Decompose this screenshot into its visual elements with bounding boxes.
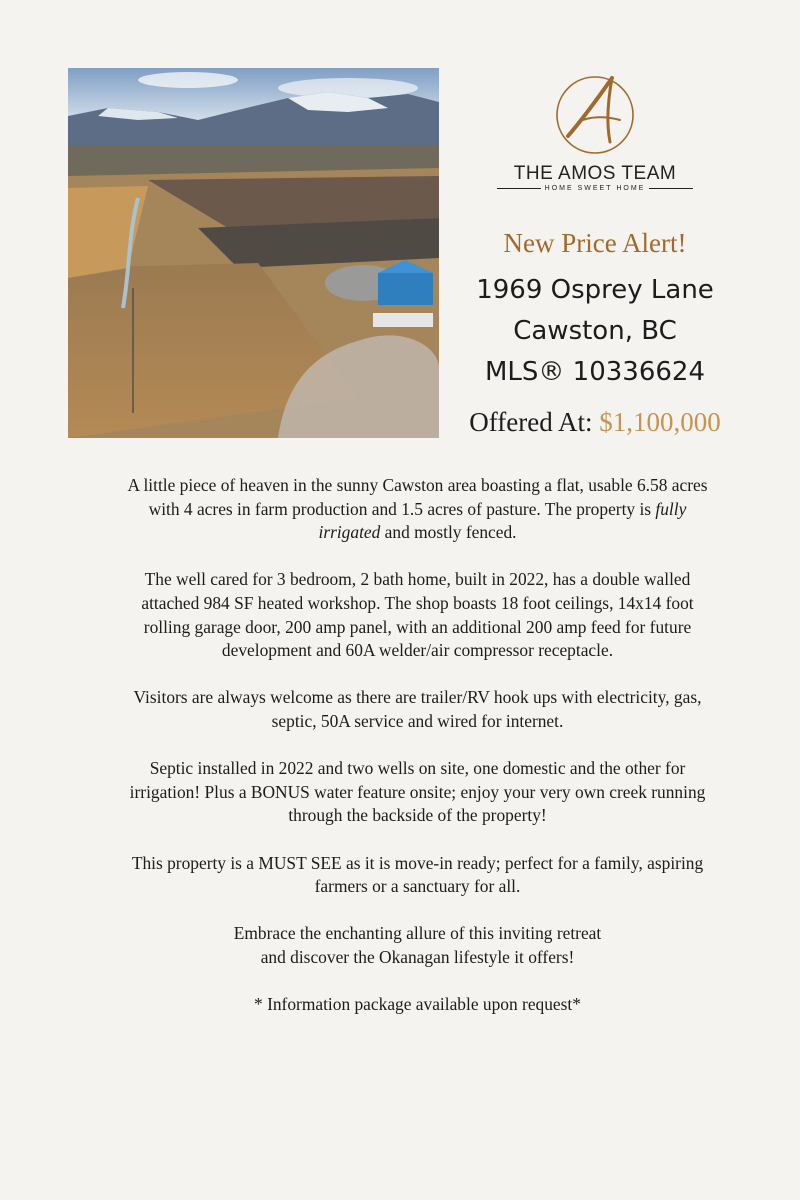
offered-label: Offered At:	[469, 407, 600, 437]
aerial-farm-photo	[68, 68, 439, 438]
description-text: and mostly fenced.	[380, 522, 517, 543]
tagline-divider-left	[497, 188, 541, 189]
closing-line-1: Embrace the enchanting allure of this inviting retreat	[233, 923, 602, 944]
team-tagline-row	[470, 185, 720, 192]
description-paragraph: This property is a MUST SEE as it is move-in ready; perfect for a family, aspiring farmers or a sanctuary for all.	[131, 852, 704, 897]
offered-price	[440, 404, 750, 440]
address-city: Cawston, BC	[513, 316, 677, 346]
description-text: A little piece of heaven in the sunny Cawston area boasting a flat, usable 6.58 acres with 4 acres in farm production and 1.5 acres of pasture. The property is	[127, 475, 708, 519]
team-tagline: HOME SWEET HOME	[544, 185, 646, 192]
logo-letter: A	[550, 70, 551, 71]
description-paragraph: Visitors are always welcome as there are trailer/RV hook ups with electricity, gas, septic, 50A service and wired for internet.	[133, 687, 702, 731]
mls-number: MLS® 10336624	[484, 357, 706, 387]
team-name: THE AMOS TEAM	[513, 163, 677, 184]
tagline-divider-right	[649, 188, 693, 189]
amos-team-logo-icon	[550, 70, 640, 160]
description-paragraph	[120, 474, 715, 545]
address-street: 1969 Osprey Lane	[476, 275, 714, 305]
property-description	[120, 474, 715, 1017]
new-price-alert: New Price Alert!	[503, 228, 687, 258]
price-value: $1,100,000	[599, 407, 721, 437]
brand-block	[470, 70, 720, 192]
description-paragraph: The well cared for 3 bedroom, 2 bath home, built in 2022, has a double walled attached 984 SF heated workshop. The shop boasts 18 foot ceilings, 14x14 foot rolling garage door, 200 amp panel, with an additional 200 amp feed for future development and 60A welder/air compressor receptacle.	[141, 569, 694, 661]
description-emphasis: fully irrigated	[318, 498, 687, 543]
property-address	[440, 270, 750, 393]
info-package-note: * Information package available upon request*	[254, 994, 581, 1015]
description-paragraph: Septic installed in 2022 and two wells on site, one domestic and the other for irrigation! Plus a BONUS water feature onsite; enjoy your very own creek running through the backside of the property!	[129, 758, 706, 826]
description-closing	[120, 922, 715, 969]
closing-line-2: and discover the Okanagan lifestyle it offers!	[260, 946, 575, 967]
